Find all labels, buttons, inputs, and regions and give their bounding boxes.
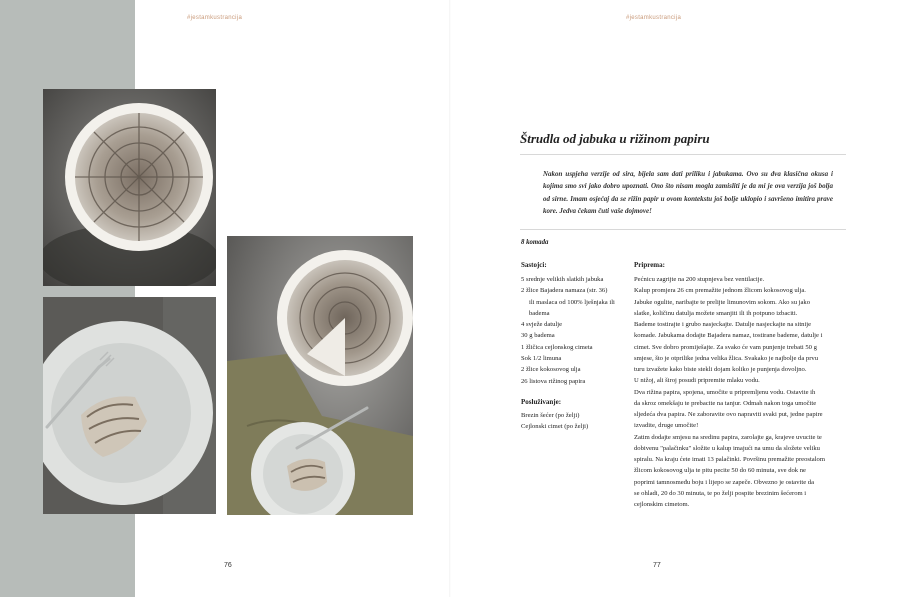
preparation-line: dobivenu "palačinku" složite u kalup imajući na umu da složete veliku <box>634 444 820 452</box>
ingredient-item: 26 listova rižinog papira <box>521 377 586 385</box>
preparation-line: turu izvažete kako biste stekli dojam koliko je punjenja dovoljno. <box>634 366 807 373</box>
ingredient-item: 2 žlice kokosovog ulja <box>521 366 581 374</box>
preparation-line: smjese, što je otprilike jedna velika žlica. Svakako je najbolje da prvu <box>634 354 819 362</box>
ingredient-item: 30 g badema <box>521 332 555 340</box>
preparation-line: da skroz omekšaju te prebacite na tanjur. Odmah nakon toga umočite <box>634 399 817 407</box>
preparation-heading: Priprema: <box>634 261 665 269</box>
page-gutter <box>449 0 451 597</box>
ingredient-item: 4 svježe datulje <box>521 321 563 329</box>
preparation-line: cejlonskim cimetom. <box>634 501 690 508</box>
preparation-line: U nižoj, ali široj posudi pripremite mlaku vodu. <box>634 377 760 385</box>
left-page-hashtag: #jestamkustrancija <box>187 15 243 21</box>
preparation-line: Jabuke ogulite, naribajte te prelijte limunovim sokom. Ako su jako <box>634 298 810 306</box>
preparation-line: sljedeća dva papira. Ne zaboravite ovo napraviti svaki put, jedne papire <box>634 411 823 418</box>
ingredients-list <box>521 274 621 387</box>
ingredient-item: 5 srednje velikih slatkih jabuka <box>521 276 604 283</box>
preparation-line: Zatim dodajte smjesu na sredinu papira, zarolajte ga, krajeve uvucite te <box>634 433 822 441</box>
preparation-line: cimet. Sve dobro promiješajte. Za svako će vam punjenje trebati 50 g <box>634 343 817 351</box>
preparation-line: spiralu. Na kraju ćete imati 13 palačinki. Površinu premažite preostalom <box>634 456 825 463</box>
title-divider <box>520 154 846 155</box>
ingredients-heading: Sastojci: <box>521 261 547 269</box>
left-page-number: 76 <box>224 562 232 569</box>
photo-tart-overhead <box>43 89 216 286</box>
ingredient-item: ili maslaca od 100% lješnjaka ili <box>529 298 615 306</box>
ingredient-item: 1 žličica cejlonskog cimeta <box>521 343 593 351</box>
preparation-line: slatke, količinu datulja možete smanjiti ili ih potpuno izbaciti. <box>634 309 798 317</box>
right-page-number: 77 <box>653 562 661 569</box>
serving-item: Cejlonski cimet (po želji) <box>521 423 589 431</box>
photo-tart-cut <box>227 236 413 515</box>
preparation-line: poprimi tamnosmeđu boju i lijepo se zapeče. Obvezno je ostavite da <box>634 478 814 486</box>
preparation-line: Kalup promjera 26 cm premažite jednom žlicom kokosovog ulja. <box>634 287 806 295</box>
intro-divider <box>520 229 846 230</box>
serving-list <box>521 410 621 433</box>
servings: 8 komada <box>521 239 549 246</box>
recipe-title: Štrudla od jabuka u rižinom papiru <box>520 131 710 146</box>
ingredient-item: badema <box>529 309 550 317</box>
preparation-line: komade. Jabukama dodajte Bajadera namaz, tostirane bademe, datulje i <box>634 332 823 340</box>
recipe-intro: Nakon uspjeha verzije od sira, bijela sam dati priliku i jabukama. Ovo su dva klasična okusa i kojima smo svi jako dobro upoznati. Ono što nisam mogla zamisliti je da mi je ova verzija još bolja od sirne. Imam osjećaj da se rižin papir u ovom kontekstu još bolje uklopio i savršeno imitira prave kore. Jedva čekam čuti vaše dojmove! <box>543 170 833 215</box>
preparation-line: žlicom kokosovog ulja te pitu pecite 50 do 60 minuta, sve dok ne <box>634 467 806 475</box>
photo-slice-on-plate <box>43 297 216 514</box>
preparation-text <box>634 274 846 510</box>
preparation-line: Bademe tostirajte i grubo nasjeckajte. Datulje nasjeckajte na sitnije <box>634 321 812 328</box>
ingredient-item: Sok 1/2 limuna <box>521 355 562 363</box>
serving-heading: Posluživanje: <box>521 398 562 406</box>
serving-item: Brezin šećer (po želji) <box>521 412 580 419</box>
preparation-line: izvadite, druge umočite! <box>634 422 699 430</box>
preparation-line: se ohladi, 20 do 30 minuta, te po želji pospite brezinim šećerom i <box>634 489 807 497</box>
ingredient-item: 2 žlice Bajadera namaza (str. 36) <box>521 287 608 295</box>
right-page-hashtag: #jestamkustrancija <box>626 15 682 21</box>
preparation-line: Dva rižina papira, spojena, umočite u pripremljenu vodu. Ostavite ih <box>634 388 816 396</box>
preparation-line: Pećnicu zagrijte na 200 stupnjeva bez ventilacije. <box>634 276 765 283</box>
